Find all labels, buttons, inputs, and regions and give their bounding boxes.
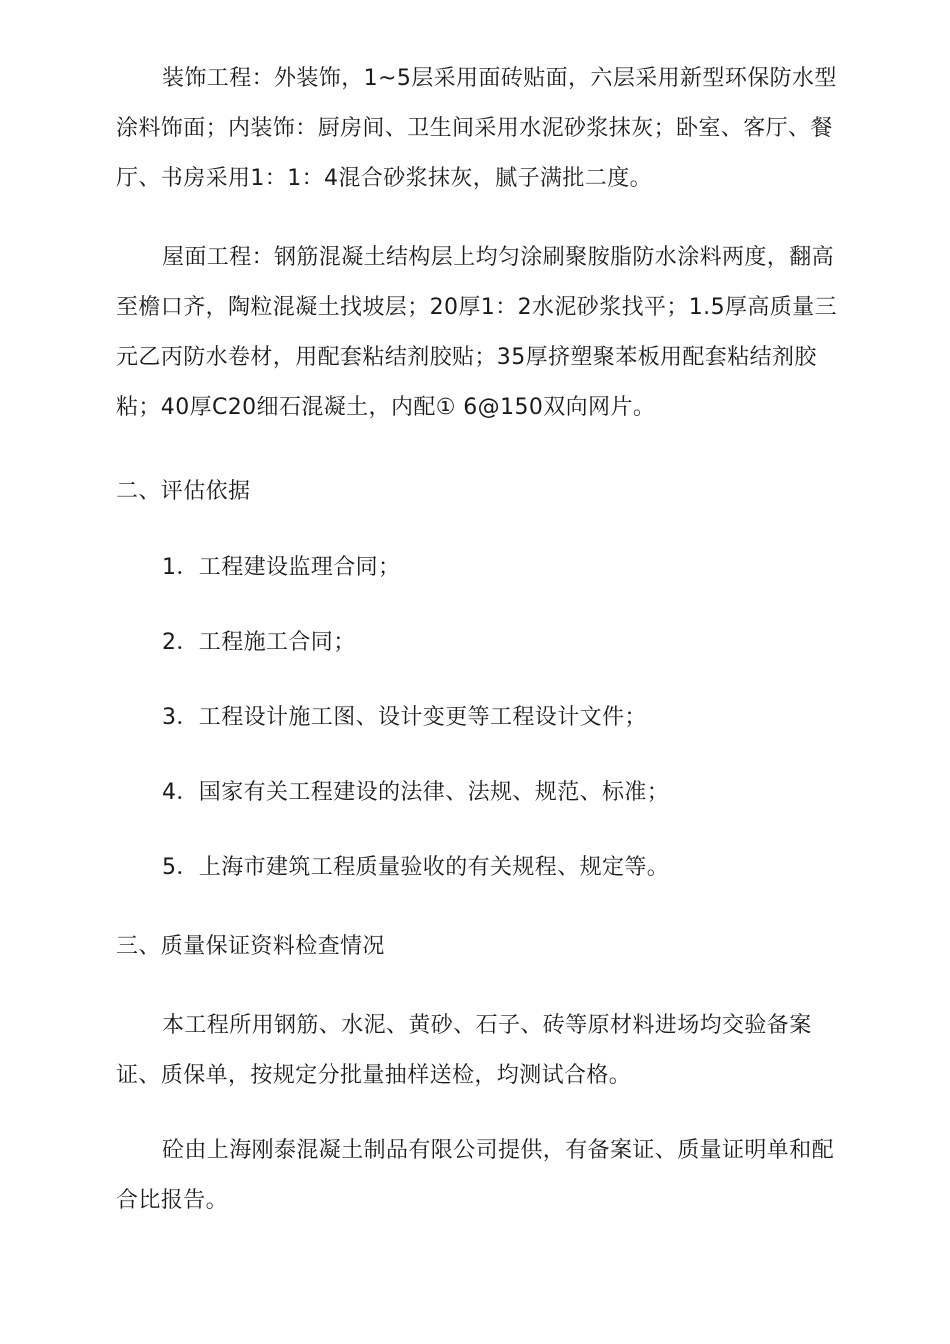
list-item-5: 5．上海市建筑工程质量验收的有关规程、规定等。 bbox=[162, 855, 670, 880]
paragraph-concrete-supplier: 砼由上海刚泰混凝土制品有限公司提供，有备案证、质量证明单和配合比报告。 bbox=[116, 1138, 835, 1213]
list-item-4: 4．国家有关工程建设的法律、法规、规范、标准； bbox=[162, 780, 670, 805]
list-item-2: 2．工程施工合同； bbox=[162, 630, 356, 655]
paragraph-decoration-works: 装饰工程：外装饰，1~5层采用面砖贴面，六层采用新型环保防水型涂料饰面；内装饰：厨房间、卫生间采用水泥砂浆抹灰；卧室、客厅、餐厅、书房采用1：1：4混合砂浆抹灰，腻子满批二度。 bbox=[116, 66, 837, 191]
list-item-3: 3．工程设计施工图、设计变更等工程设计文件； bbox=[162, 705, 647, 730]
paragraph-materials: 本工程所用钢筋、水泥、黄砂、石子、砖等原材料进场均交验备案证、质保单，按规定分批量抽样送检，均测试合格。 bbox=[116, 1013, 812, 1088]
paragraph-roof-works: 屋面工程：钢筋混凝土结构层上均匀涂刷聚胺脂防水涂料两度，翻高至檐口齐，陶粒混凝土找坡层；20厚1：2水泥砂浆找平；1.5厚高质量三元乙丙防水卷材，用配套粘结剂胶贴；35厚挤塑聚苯板用配套粘结剂胶粘；40厚C20细石混凝土，内配① 6@150双向网片。 bbox=[116, 245, 837, 420]
list-item-1: 1．工程建设监理合同； bbox=[162, 555, 401, 580]
section-heading-quality-docs: 三、质量保证资料检查情况 bbox=[116, 934, 385, 959]
section-heading-evaluation-basis: 二、评估依据 bbox=[116, 479, 251, 504]
